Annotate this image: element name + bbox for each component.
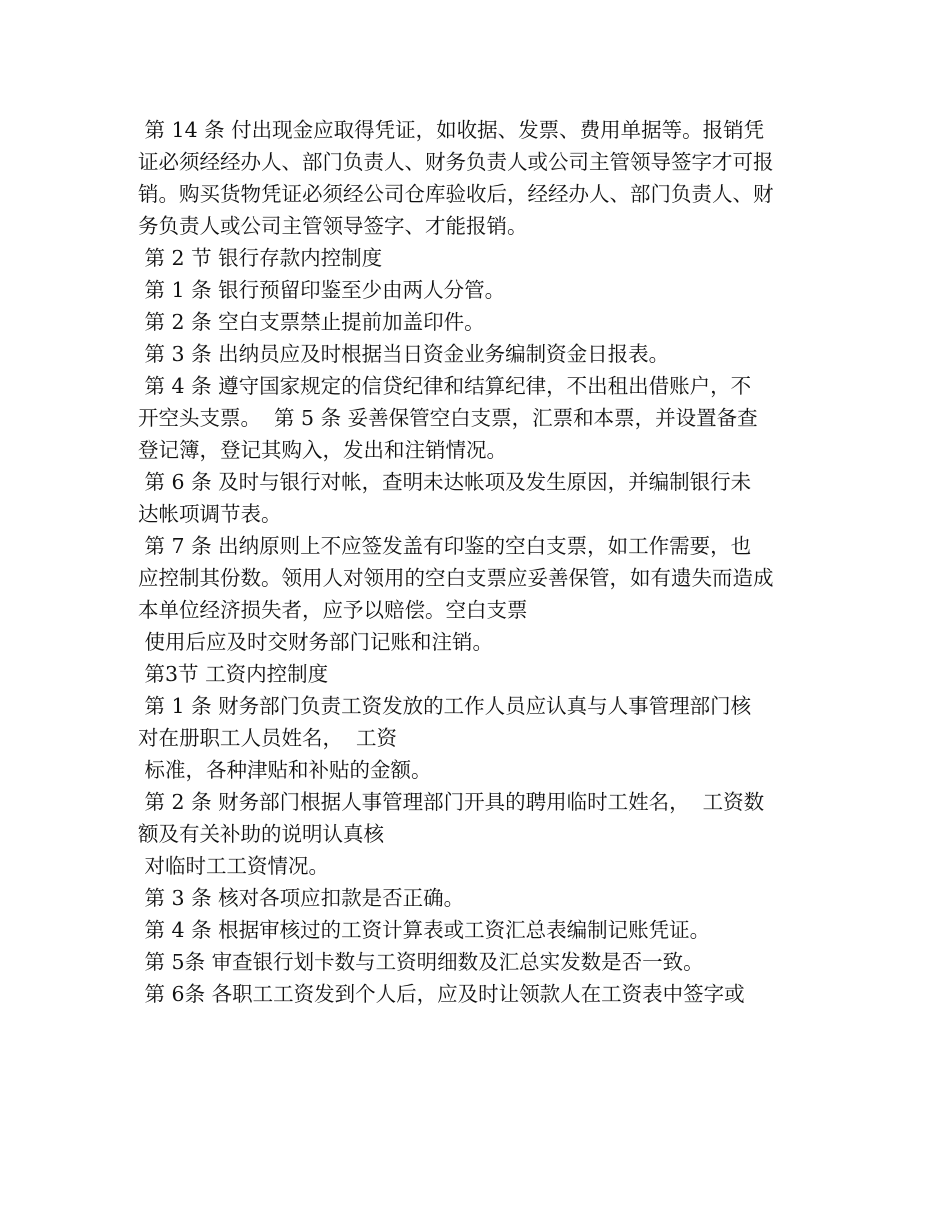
text-line: 第 4 条 根据审核过的工资计算表或工资汇总表编制记账凭证。: [138, 918, 711, 942]
text-line: 登记簿，登记其购入，发出和注销情况。: [138, 438, 507, 462]
text-line: 第 5条 审查银行划卡数与工资明细数及汇总实发数是否一致。: [138, 950, 704, 974]
document-page: [138, 114, 814, 1010]
text-line: 开空头支票。 第 5 条 妥善保管空白支票，汇票和本票，并设置备查: [138, 406, 758, 430]
section-heading: 第 2 节 银行存款内控制度: [138, 246, 383, 270]
text-line: 第 2 条 财务部门根据人事管理部门开具的聘用临时工姓名， 工资数: [138, 790, 765, 814]
text-line: 标准，各种津贴和补贴的金额。: [138, 758, 432, 782]
text-line: 第 14 条 付出现金应取得凭证，如收据、发票、费用单据等。报销凭: [138, 118, 765, 142]
text-line: 第 4 条 遵守国家规定的信贷纪律和结算纪律，不出租出借账户，不: [138, 374, 752, 398]
text-line: 对在册职工人员姓名， 工资: [138, 726, 398, 750]
text-line: 达帐项调节表。: [138, 502, 282, 526]
text-line: 证必须经经办人、部门负责人、财务负责人或公司主管领导签字才可报: [138, 150, 774, 174]
text-line: 第 2 条 空白支票禁止提前加盖印件。: [138, 310, 485, 334]
text-line: 销。购买货物凭证必须经公司仓库验收后，经经办人、部门负责人、财: [138, 182, 774, 206]
text-line: 第 3 条 核对各项应扣款是否正确。: [138, 886, 465, 910]
text-line: 务负责人或公司主管领导签字、才能报销。: [138, 214, 528, 238]
text-line: 第 3 条 出纳员应及时根据当日资金业务编制资金日报表。: [138, 342, 670, 366]
text-line: 第 6条 各职工工资发到个人后，应及时让领款人在工资表中签字或: [138, 982, 745, 1006]
text-line: 对临时工工资情况。: [138, 854, 330, 878]
text-line: 应控制其份数。领用人对领用的空白支票应妥善保管，如有遗失而造成: [138, 566, 774, 590]
text-line: 第 6 条 及时与银行对帐，查明未达帐项及发生原因，并编制银行未: [138, 470, 752, 494]
text-line: 本单位经济损失者，应予以赔偿。空白支票: [138, 598, 528, 622]
text-line: 额及有关补助的说明认真核: [138, 822, 384, 846]
text-line: 第 1 条 财务部门负责工资发放的工作人员应认真与人事管理部门核: [138, 694, 752, 718]
text-line: 第 1 条 银行预留印鉴至少由两人分管。: [138, 278, 506, 302]
text-line: 第 7 条 出纳原则上不应签发盖有印鉴的空白支票，如工作需要，也: [138, 534, 752, 558]
text-line: 使用后应及时交财务部门记账和注销。: [138, 630, 494, 654]
section-heading: 第3节 工资内控制度: [138, 662, 329, 686]
